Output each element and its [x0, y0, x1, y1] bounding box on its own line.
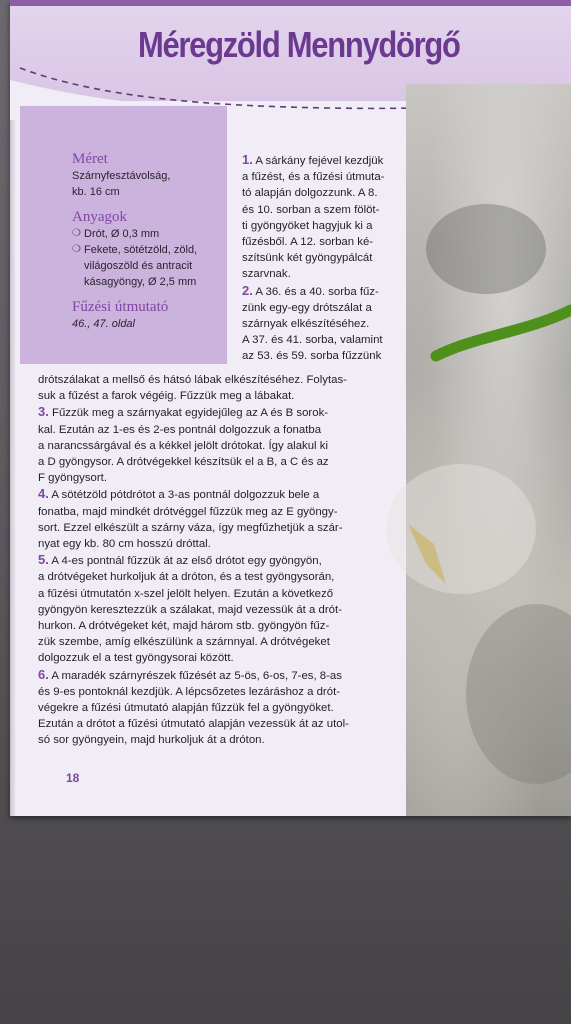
line-text: Ezután a drótot a fűzési útmutató alapján vezessük át az utol- [38, 718, 349, 731]
line-text: F gyöngysort. [38, 472, 108, 485]
line-text: a D gyöngysor. A drótvégekkel készítsük el a B, a C és az [38, 456, 329, 469]
text-line [38, 667, 410, 684]
size-line: kb. 16 cm [72, 186, 120, 198]
text-line [38, 454, 410, 470]
text-line [242, 316, 407, 332]
materials-item [72, 226, 232, 242]
line-text: a fűzést, és a fűzési útmuta- [242, 171, 385, 184]
line-text: A 36. és a 40. sorba fűz- [252, 285, 379, 298]
line-text: szarvnak. [242, 268, 291, 281]
bullet-icon: ❍ [72, 244, 81, 255]
line-text: drótszálakat a mellső és hátsó lábak elkészítéséhez. Folytas- [38, 374, 347, 386]
size-heading: Méret [72, 151, 108, 167]
guide-heading: Fűzési útmutató [72, 299, 169, 315]
step-number: 5. [38, 552, 49, 568]
line-text: A 37. és 41. sorba, valamint [242, 334, 383, 347]
text-line [38, 372, 410, 388]
guide-pages: 46., 47. oldal [72, 318, 135, 330]
line-text: és 10. sorban a szem fölöt- [242, 203, 380, 216]
text-line [38, 650, 410, 666]
text-line [242, 283, 407, 300]
line-text: A 4-es pontnál fűzzük át az első drótot egy gyöngyön, [48, 555, 322, 568]
line-text: szítsünk két gyöngypálcát [242, 252, 373, 265]
step-number: 6. [38, 666, 49, 682]
page-spine [10, 0, 16, 816]
line-text: zünk egy-egy drótszálat a [242, 301, 372, 314]
line-text: szárnyak elkészítéséhez. [242, 318, 370, 331]
materials-line: Fekete, sötétzöld, zöld, [84, 244, 198, 256]
line-text: a fűzési útmutatón x-szel jelölt helyen. Ezután a következő [38, 587, 334, 600]
bullet-icon: ❍ [72, 228, 81, 239]
line-text: zük szembe, amíg elkészülünk a szárnnyal. A drótvégeket [38, 636, 330, 649]
line-text: dolgozzuk el a test gyöngysorai között. [38, 652, 234, 665]
text-line [242, 202, 407, 218]
line-text: sort. Ezzel elkészült a szárny váza, így megfűzhetjük a szár- [38, 521, 343, 534]
text-line [242, 169, 407, 185]
materials-line: világoszöld és antracit [84, 260, 193, 272]
text-line [38, 684, 410, 700]
step-number: 1. [242, 152, 253, 167]
line-text: a narancssárgával és a kékkel jelölt drótokat. Így alakul ki [38, 439, 328, 452]
magazine-page [10, 0, 571, 816]
text-line [242, 185, 407, 201]
text-line [38, 716, 410, 732]
text-line [38, 602, 410, 618]
text-line [38, 618, 410, 634]
line-text: nyat egy kb. 80 cm hosszú dróttal. [38, 538, 211, 551]
page-title: Méregzöld Mennydörgő [138, 24, 460, 65]
text-line [38, 404, 410, 421]
text-line [38, 586, 410, 602]
materials-item [72, 242, 232, 290]
line-text: az 53. és 59. sorba fűzzünk [242, 350, 382, 363]
text-line [38, 700, 410, 716]
text-line [38, 504, 410, 520]
text-line [38, 388, 410, 404]
instructions-main-column [38, 372, 410, 749]
line-text: só sor gyöngyein, majd hurkoljuk át a dróton. [38, 734, 265, 747]
line-text: kal. Ezután az 1-es és 2-es pontnál dolgozzuk a fonatba [38, 423, 322, 436]
text-line [38, 569, 410, 585]
text-line [242, 348, 407, 364]
materials-heading: Anyagok [72, 209, 127, 225]
line-text: a drótvégeket hurkoljuk át a dróton, és a test gyöngysorán, [38, 571, 335, 584]
text-line [38, 486, 410, 503]
dragon-photo [406, 84, 571, 816]
text-line [242, 234, 407, 250]
text-line [38, 422, 410, 438]
text-line [242, 266, 407, 282]
step-number: 4. [38, 486, 49, 502]
line-text: hurkon. A drótvégeket két, majd három stb. gyöngyön fűz- [38, 620, 330, 633]
text-line [38, 438, 410, 454]
size-line: Szárnyfesztávolság, [72, 170, 171, 182]
text-line [38, 634, 410, 650]
text-line [38, 470, 410, 486]
materials-line: kásagyöngy, Ø 2,5 mm [84, 276, 197, 288]
text-line [38, 552, 410, 569]
instructions-right-column [242, 152, 407, 365]
line-text: fonatba, majd mindkét drótvéggel fűzzük meg az E gyöngy- [38, 505, 338, 518]
step-number: 3. [38, 404, 49, 420]
line-text: A sötétzöld pótdrótot a 3-as pontnál dolgozzuk bele a [48, 489, 320, 502]
page-number: 18 [66, 771, 80, 785]
text-line [242, 300, 407, 316]
line-text: fűzésből. A 12. sorban ké- [242, 236, 374, 249]
text-line [242, 332, 407, 348]
step-number: 2. [242, 282, 253, 298]
materials-line: Drót, Ø 0,3 mm [84, 228, 160, 240]
line-text: tó alapján dolgozzunk. A 8. [242, 187, 378, 200]
text-line [38, 732, 410, 748]
text-line [38, 520, 410, 536]
line-text: suk a fűzést a farok végéig. Fűzzük meg a lábakat. [38, 390, 295, 403]
line-text: Fűzzük meg a szárnyakat egyidejűleg az A és B sorok- [48, 407, 329, 420]
line-text: végekre a fűzési útmutató alapján fűzzük fel a gyöngyöket. [38, 702, 334, 715]
info-sidebar [20, 106, 227, 364]
text-line [242, 152, 407, 169]
text-line [242, 218, 407, 234]
text-line [242, 250, 407, 266]
text-line [38, 536, 410, 552]
line-text: A maradék szárnyrészek fűzését az 5-ös, 6-os, 7-es, 8-as [48, 669, 342, 682]
line-text: és 9-es pontoknál kezdjük. A lépcsőzetes lezáráshoz a drót- [38, 685, 341, 698]
line-text: ti gyöngyöket hagyjuk ki a [242, 219, 373, 232]
beaded-dragon-tail [406, 84, 571, 816]
line-text: gyöngyön keresztezzük a szálakat, majd vezessük át a drót- [38, 603, 342, 616]
line-text: A sárkány fejével kezdjük [252, 155, 384, 167]
